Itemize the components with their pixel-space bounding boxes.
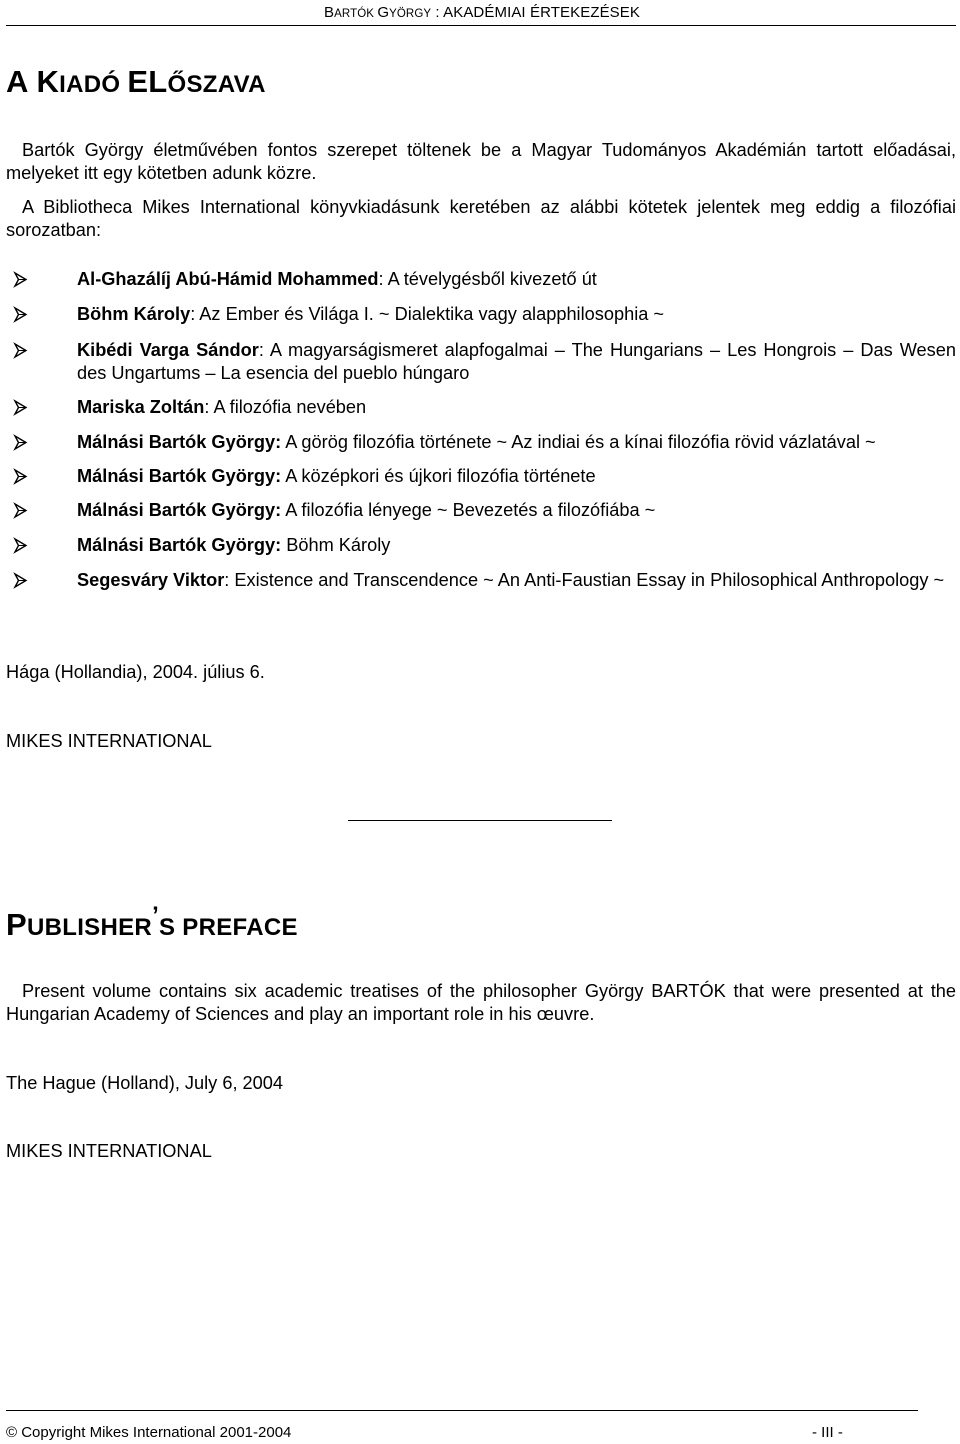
running-header-cap1: B xyxy=(324,4,335,21)
en-title-part: S PREFACE xyxy=(159,914,298,941)
book-author: Kibédi Varga Sándor xyxy=(77,340,259,360)
book-title: A filozófia lényege ~ Bevezetés a filozófiába ~ xyxy=(285,500,656,520)
book-separator: : xyxy=(378,269,388,289)
book-entry xyxy=(77,499,956,522)
hungarian-intro: Bartók György életművében fontos szerepet töltenek be a Magyar Tudományos Akadémián tartott előadásai, melyeket itt egy kötetben adunk közre. xyxy=(6,140,956,183)
book-author: Málnási Bartók György: xyxy=(77,535,282,555)
book-title: Existence and Transcendence ~ An Anti-Faustian Essay in Philosophical Anthropology ~ xyxy=(234,570,945,590)
book-title: A tévelygésből kivezető út xyxy=(387,269,597,289)
book-entry xyxy=(77,339,956,385)
arrowhead-bullet-icon xyxy=(10,339,30,362)
book-separator: : xyxy=(190,304,200,324)
english-body: Present volume contains six academic treatises of the philosopher György BARTÓK that were presented at the Hungarian Academy of Sciences and play an important role in his œuvre. xyxy=(6,981,956,1024)
english-signature: MIKES INTERNATIONAL xyxy=(6,1141,212,1161)
hungarian-title xyxy=(6,66,266,97)
arrowhead-bullet-icon xyxy=(10,431,30,454)
book-separator: : xyxy=(224,570,235,590)
list-item xyxy=(6,534,956,557)
arrowhead-bullet-icon xyxy=(10,465,30,488)
book-entry xyxy=(77,268,956,291)
english-place-date: The Hague (Holland), July 6, 2004 xyxy=(6,1073,284,1093)
hu-title-part: ŐSZAVA xyxy=(167,71,266,98)
footer-rule xyxy=(6,1410,918,1411)
book-title: A magyarságismeret alapfogalmai – The Hungarians – Les Hongrois – Das Wesen des Ungartums – La esencia del pueblo húngaro xyxy=(77,340,956,383)
page-number: - III - xyxy=(812,1424,843,1441)
hungarian-series-intro: A Bibliotheca Mikes International könyvkiadásunk keretében az alábbi kötetek jelentek meg eddig a filozófiai sorozatban: xyxy=(6,197,956,240)
en-title-part: ’ xyxy=(152,902,160,929)
book-author: Málnási Bartók György: xyxy=(77,432,282,452)
list-item xyxy=(6,268,956,291)
list-item xyxy=(6,465,956,488)
book-title: A görög filozófia története ~ Az indiai és a kínai filozófia rövid vázlatával ~ xyxy=(285,432,876,452)
book-author: Málnási Bartók György: xyxy=(77,466,282,486)
hu-title-part: EL xyxy=(127,64,168,99)
running-header-rest: : AKADÉMIAI ÉRTEKEZÉSEK xyxy=(431,4,640,21)
arrowhead-bullet-icon xyxy=(10,534,30,557)
list-item xyxy=(6,339,956,385)
en-title-part: P xyxy=(6,907,27,942)
copyright-notice: © Copyright Mikes International 2001-2004 xyxy=(6,1424,292,1441)
book-title: A filozófia nevében xyxy=(213,397,367,417)
list-item xyxy=(6,431,956,454)
arrowhead-bullet-icon xyxy=(10,303,30,326)
arrowhead-bullet-icon xyxy=(10,268,30,291)
book-author: Segesváry Viktor xyxy=(77,570,225,590)
running-header xyxy=(324,4,640,21)
book-author: Málnási Bartók György: xyxy=(77,500,282,520)
book-entry xyxy=(77,396,956,419)
arrowhead-bullet-icon xyxy=(10,396,30,419)
english-title xyxy=(6,902,298,942)
book-entry xyxy=(77,431,956,454)
arrowhead-bullet-icon xyxy=(10,569,30,592)
book-entry xyxy=(77,303,956,326)
book-title: A középkori és újkori filozófia története xyxy=(285,466,596,486)
book-entry xyxy=(77,569,956,592)
hu-title-part: A K xyxy=(6,64,60,99)
list-item xyxy=(6,499,956,522)
book-title: Böhm Károly xyxy=(286,535,391,555)
running-header-cap2: G xyxy=(377,4,390,21)
hungarian-signature: MIKES INTERNATIONAL xyxy=(6,731,212,751)
header-rule xyxy=(6,25,956,26)
book-author: Böhm Károly xyxy=(77,304,191,324)
arrowhead-bullet-icon xyxy=(10,499,30,522)
book-entry xyxy=(77,534,956,557)
book-author: Al-Ghazálíj Abú-Hámid Mohammed xyxy=(77,269,379,289)
hu-title-part: IADÓ xyxy=(59,71,128,98)
list-item xyxy=(6,303,956,326)
running-header-part1: ARTÓK xyxy=(334,8,378,20)
list-item xyxy=(6,396,956,419)
running-header-part2: YÖRGY xyxy=(389,8,432,20)
book-author: Mariska Zoltán xyxy=(77,397,205,417)
list-item xyxy=(6,569,956,592)
book-separator: : xyxy=(258,340,270,360)
book-separator: : xyxy=(204,397,214,417)
section-divider xyxy=(348,820,612,821)
en-title-part: UBLISHER xyxy=(26,914,153,941)
book-entry xyxy=(77,465,956,488)
hungarian-place-date: Hága (Hollandia), 2004. július 6. xyxy=(6,662,265,682)
book-title: Az Ember és Világa I. ~ Dialektika vagy alapphilosophia ~ xyxy=(199,304,665,324)
